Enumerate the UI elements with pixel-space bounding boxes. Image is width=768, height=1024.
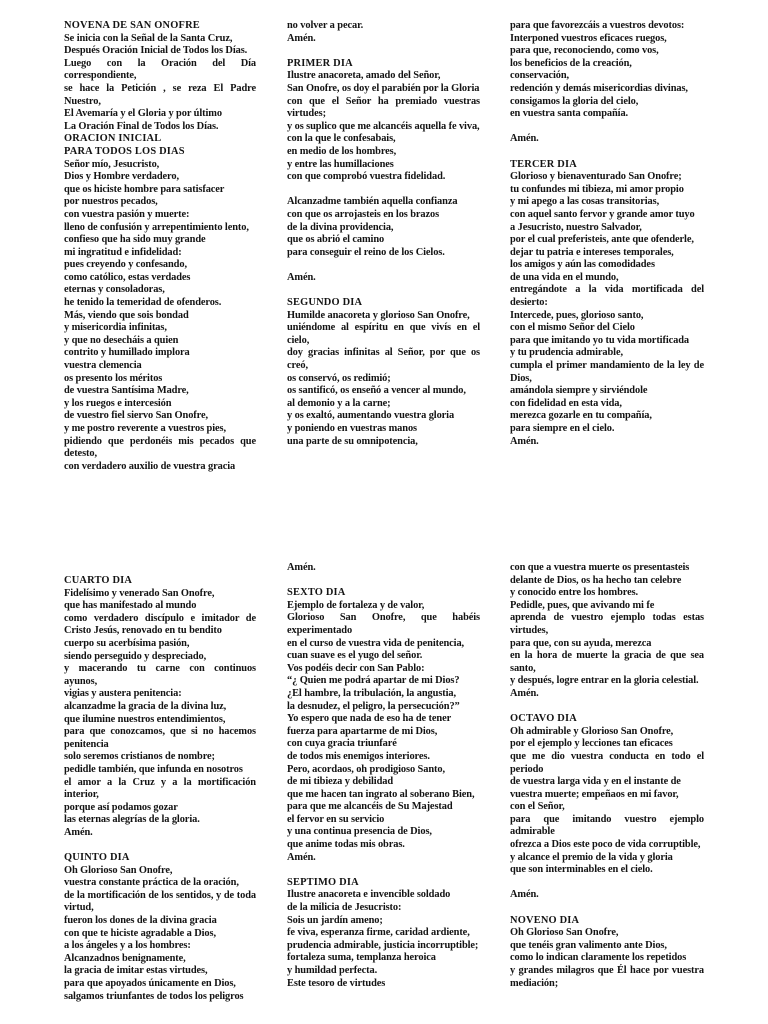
text-line: para que imitando vuestro ejemplo admirable <box>510 813 704 838</box>
text-line: y mi apego a las cosas transitorias, <box>510 196 660 208</box>
text-line: y os exaltó, aumentando vuestra gloria <box>287 410 455 422</box>
text-line: redención y demás misericordias divinas, <box>510 82 688 94</box>
text-line: con cuya gracia triunfaré <box>287 738 397 750</box>
text-line: fuerza para apartarme de mi Dios, <box>287 725 438 737</box>
text-line: para que me alcancéis de Su Majestad <box>287 801 453 813</box>
text-line: que me dio vuestra conducta en todo el periodo <box>510 750 704 775</box>
paragraph-spacer <box>510 701 704 714</box>
text-line: Oh Glorioso San Onofre, <box>64 864 173 876</box>
text-line: Amén. <box>510 889 539 901</box>
text-line: para que apoyados únicamente en Dios, <box>64 978 236 989</box>
text-line: de vuestro fiel siervo San Onofre, <box>64 410 208 422</box>
text-line: Amén. <box>510 133 539 145</box>
text-line: con fidelidad en esta vida, <box>510 397 622 409</box>
text-line: Vos podéis decir con San Pablo: <box>287 662 425 674</box>
text-line: Ejemplo de fortaleza y de valor, <box>287 599 425 611</box>
text-line: fortaleza suma, templanza heroica <box>287 952 436 964</box>
text-line: con aquel santo fervor y grande amor tuyo <box>510 208 695 220</box>
text-line: lleno de confusión y arrepentimiento lento, <box>64 221 249 233</box>
text-line: y que no desecháis a quien <box>64 334 179 346</box>
section-heading: QUINTO DIA <box>64 852 130 864</box>
text-line: que ilumine nuestros entendimientos, <box>64 713 226 725</box>
text-line: Pero, acordaos, oh prodigioso Santo, <box>287 763 445 775</box>
paragraph-spacer <box>510 902 704 915</box>
text-line: con el mismo Señor del Cielo <box>510 322 635 334</box>
text-line: que me hacen tan ingrato al soberano Bien, <box>287 788 475 800</box>
text-line: Pedidle, pues, que avivando mi fe <box>510 599 655 611</box>
text-line: vuestra constante práctica de la oración, <box>64 877 239 889</box>
text-line: de mi tibieza y debilidad <box>287 776 394 788</box>
text-line: Fidelísimo y venerado San Onofre, <box>64 587 215 599</box>
text-line: y después, logre entrar en la gloria celestial. <box>510 675 699 687</box>
text-line: como verdadero discípulo e imitador de Cristo Jesús, renovado en tu bendito <box>64 612 256 637</box>
text-line: uniéndome al espíritu en que vivís en el cielo, <box>287 322 480 346</box>
text-line: Sois un jardín ameno; <box>287 914 383 926</box>
text-line: y poniendo en vuestras manos <box>287 423 417 434</box>
text-line: porque así podamos gozar <box>64 801 178 813</box>
section-heading: CUARTO DIA <box>64 575 133 586</box>
text-line: eternas y consoladoras, <box>64 284 165 296</box>
text-line: los beneficios de la creación, <box>510 57 632 69</box>
text-line: delante de Dios, os ha hecho tan celebre <box>510 574 682 586</box>
text-line: para que imitando yo tu vida mortificada <box>510 334 689 346</box>
text-line: dejar tu patria e intereses temporales, <box>510 246 674 258</box>
text-line: San Onofre, os doy el parabién por la Gloria <box>287 82 480 94</box>
text-line: vigias y austera penitencia: <box>64 688 182 700</box>
text-line: por el cual preferisteis, ante que ofenderle, <box>510 234 694 246</box>
text-line: salgamos triunfantes de todos los peligros <box>64 990 244 1002</box>
text-line: Ilustre anacoreta e invencible soldado <box>287 889 451 901</box>
text-line: los amigos y aún las comodidades <box>510 259 655 271</box>
text-line: Más, viendo que sois bondad <box>64 309 189 321</box>
paragraph-spacer <box>510 146 704 159</box>
text-line: Intercede, pues, glorioso santo, <box>510 309 644 321</box>
text-line: vuestra muerte; empeñaos en mi favor, <box>510 788 679 800</box>
text-line: Amén. <box>510 435 539 447</box>
text-line: y entre las humillaciones <box>287 158 394 170</box>
text-line: con la que le confesabais, <box>287 133 396 145</box>
text-line: no volver a pecar. <box>287 20 364 31</box>
text-line: Amén. <box>287 32 316 44</box>
text-line: para que, con su ayuda, merezca <box>510 637 652 649</box>
text-line: y macerando tu carne con continuos ayunos, <box>64 663 256 687</box>
text-line: pidiendo que perdonéis mis pecados que detesto, <box>64 435 256 460</box>
text-line: cumpla el primer mandamiento de la ley de Dios, <box>510 360 704 384</box>
text-line: con vuestra pasión y muerte: <box>64 208 190 220</box>
text-line: he tenido la temeridad de ofenderos. <box>64 297 222 309</box>
text-line: de la mortificación de los sentidos, y de toda virtud, <box>64 889 256 914</box>
text-line: de una vida en el mundo, <box>510 271 619 283</box>
text-line: de la divina providencia, <box>287 221 394 233</box>
section-heading: SEPTIMO DIA <box>287 876 359 888</box>
text-line: os conservó, os redimió; <box>287 372 391 384</box>
text-line: Yo espero que nada de eso ha de tener <box>287 713 452 725</box>
text-line: pues creyendo y confesando, <box>64 259 187 271</box>
text-line: Oh Glorioso San Onofre, <box>510 927 619 939</box>
text-line: de todos mis enemigos interiores. <box>287 750 430 762</box>
paragraph-spacer <box>64 839 256 852</box>
text-line: doy gracias infinitas al Señor, por que os creó, <box>287 347 480 372</box>
text-line: Se inicia con la Señal de la Santa Cruz, <box>64 32 233 44</box>
text-line: Alcanzadme también aquella confianza <box>287 196 458 208</box>
text-line: Este tesoro de virtudes <box>287 977 386 989</box>
paragraph-spacer <box>287 259 480 272</box>
paragraph-spacer <box>287 864 480 877</box>
text-line: que tenéis gran valimento ante Dios, <box>510 939 667 951</box>
text-line: con que te hiciste agradable a Dios, <box>64 927 216 939</box>
paragraph-spacer <box>510 121 704 134</box>
text-line: os presento los méritos <box>64 372 163 384</box>
text-line: El Avemaría y el Gloria y por último <box>64 108 222 120</box>
text-line: y misericordia infinitas, <box>64 322 167 334</box>
text-line: y alcance el premio de la vida y gloria <box>510 851 673 863</box>
text-line: para que favorezcáis a vuestros devotos: <box>510 20 685 31</box>
text-line: de vuestra Santísima Madre, <box>64 385 189 397</box>
text-line: una parte de su omnipotencia, <box>287 435 418 447</box>
text-line: vuestra clemencia <box>64 360 142 372</box>
text-line: conservación, <box>510 70 570 82</box>
text-line: que os abrió el camino <box>287 234 385 246</box>
text-line: contrito y humillado implora <box>64 347 190 359</box>
text-line: Luego con la Oración del Día correspondiente, <box>64 57 256 82</box>
column-bottom-middle <box>287 562 480 990</box>
text-line: de la milicia de Jesucristo: <box>287 902 402 914</box>
text-line: Amén. <box>510 687 539 699</box>
text-line: en la hora de muerte la gracia de que sea santo, <box>510 650 704 674</box>
paragraph-spacer <box>510 877 704 890</box>
text-line: para que, reconociendo, como vos, <box>510 45 659 57</box>
text-line: cuan suave es el yugo del señor. <box>287 650 423 662</box>
text-line: prudencia admirable, justicia incorruptible; <box>287 939 479 951</box>
text-line: como católico, estas verdades <box>64 271 191 283</box>
text-line: con verdadero auxilio de vuestra gracia <box>64 460 236 472</box>
text-line: la desnudez, el peligro, la persecución?” <box>287 700 460 712</box>
text-line: aprenda de vuestro ejemplo todas estas virtudes, <box>510 612 704 636</box>
text-line: que son interminables en el cielo. <box>510 864 653 876</box>
text-line: y humildad perfecta. <box>287 965 378 976</box>
text-line: tu confundes mi tibieza, mi amor propio <box>510 183 684 195</box>
text-line: merezca gozarle en tu compañía, <box>510 410 652 422</box>
text-line: confieso que ha sido muy grande <box>64 234 206 246</box>
text-line: Ilustre anacoreta, amado del Señor, <box>287 70 441 82</box>
text-line: las eternas alegrías de la gloria. <box>64 814 200 826</box>
text-line: “¿ Quien me podrá apartar de mi Dios? <box>287 675 460 687</box>
paragraph-spacer <box>287 284 480 297</box>
text-line: Señor mío, Jesucristo, <box>64 158 160 170</box>
text-line: por nuestros pecados, <box>64 196 158 208</box>
column-bottom-right <box>510 562 704 990</box>
paragraph-spacer <box>287 575 480 588</box>
section-heading: NOVENA DE SAN ONOFRE <box>64 20 200 31</box>
text-line: La Oración Final de Todos los Días. <box>64 120 219 132</box>
text-line: amándola siempre y sirviéndole <box>510 385 648 397</box>
section-heading: SEGUNDO DIA <box>287 297 363 309</box>
text-line: fe viva, esperanza firme, caridad ardiente, <box>287 927 470 939</box>
text-line: con que el Señor ha premiado vuestras virtudes; <box>287 95 480 120</box>
section-heading: PRIMER DIA <box>287 57 353 69</box>
text-line: y me postro reverente a vuestros pies, <box>64 423 226 434</box>
text-line: fueron los dones de la divina gracia <box>64 915 217 927</box>
text-line: Glorioso y bienaventurado San Onofre; <box>510 171 682 183</box>
text-line: al demonio y a la carne; <box>287 397 391 409</box>
text-line: y conocido entre los hombres. <box>510 587 639 599</box>
text-line: con que comprobó vuestra fidelidad. <box>287 171 446 183</box>
text-line: Amén. <box>287 271 316 283</box>
text-line: entregándote a la vida mortificada del desierto: <box>510 284 704 309</box>
text-line: Humilde anacoreta y glorioso San Onofre, <box>287 309 470 321</box>
text-line: se hace la Petición , se reza El Padre Nuestro, <box>64 82 256 107</box>
text-line: Dios y Hombre verdadero, <box>64 171 179 183</box>
text-line: que has manifestado al mundo <box>64 600 197 612</box>
text-line: que anime todas mis obras. <box>287 839 405 851</box>
section-heading: TERCER DIA <box>510 158 577 170</box>
text-line: Amén. <box>287 851 316 863</box>
section-heading: PARA TODOS LOS DIAS <box>64 145 185 157</box>
text-line: Interponed vuestros eficaces ruegos, <box>510 32 667 44</box>
column-bottom-left <box>64 575 256 1003</box>
text-line: para siempre en el cielo. <box>510 423 615 434</box>
paragraph-spacer <box>287 184 480 197</box>
text-line: y grandes milagros que Él hace por vuestra mediación; <box>510 965 704 989</box>
text-line: con que os arrojasteis en los brazos <box>287 208 440 220</box>
text-line: como lo indican claramente los repetidos <box>510 952 687 964</box>
text-line: os santificó, os enseñó a vencer al mundo, <box>287 385 466 397</box>
text-line: Amén. <box>64 826 93 838</box>
text-line: solo seremos cristianos de nombre; <box>64 751 215 763</box>
text-line: alcanzadme la gracia de la divina luz, <box>64 700 227 712</box>
text-line: la gracia de imitar estas virtudes, <box>64 965 208 977</box>
text-line: pedidle también, que infunda en nosotros <box>64 763 243 775</box>
column-top-middle <box>287 20 480 448</box>
text-line: ¿El hambre, la tribulación, la angustia, <box>287 687 457 699</box>
text-line: para que conozcamos, que si no hacemos penitencia <box>64 726 256 750</box>
text-line: y tu prudencia admirable, <box>510 347 623 359</box>
text-line: el fervor en su servicio <box>287 813 385 825</box>
paragraph-spacer <box>287 45 480 58</box>
text-line: Alcanzadnos benignamente, <box>64 952 186 964</box>
column-top-left <box>64 20 256 473</box>
text-line: que os hiciste hombre para satisfacer <box>64 183 225 195</box>
column-top-right <box>510 20 704 448</box>
text-line: Amén. <box>287 562 316 573</box>
text-line: para conseguir el reino de los Cielos. <box>287 246 445 258</box>
section-heading: ORACION INICIAL <box>64 133 162 145</box>
text-line: de vuestra larga vida y en el instante de <box>510 776 681 788</box>
text-line: y os suplico que me alcancéis aquella fe viva, <box>287 120 480 132</box>
section-heading: OCTAVO DIA <box>510 713 577 725</box>
text-line: mi ingratitud e infidelidad: <box>64 246 182 258</box>
text-line: Glorioso San Onofre, que habéis experimentado <box>287 612 480 636</box>
text-line: Después Oración Inicial de Todos los Días. <box>64 45 248 57</box>
text-line: con que a vuestra muerte os presentasteis <box>510 562 690 573</box>
text-line: ofrezca a Dios este poco de vida corruptible, <box>510 839 701 851</box>
section-heading: NOVENO DIA <box>510 914 580 926</box>
text-line: en vuestra santa compañía. <box>510 108 629 120</box>
text-line: en el curso de vuestra vida de penitencia, <box>287 637 465 649</box>
text-line: a Jesucristo, nuestro Salvador, <box>510 221 642 233</box>
section-heading: SEXTO DIA <box>287 587 346 599</box>
text-line: Oh admirable y Glorioso San Onofre, <box>510 725 674 737</box>
text-line: con el Señor, <box>510 801 565 813</box>
text-line: el amor a la Cruz y a la mortificación interior, <box>64 776 256 801</box>
text-line: siendo perseguido y despreciado, <box>64 650 207 662</box>
text-line: y una continua presencia de Dios, <box>287 826 432 838</box>
text-line: cuerpo su acerbísima pasión, <box>64 637 190 649</box>
text-line: a los ángeles y a los hombres: <box>64 940 191 952</box>
text-line: y los ruegos e intercesión <box>64 397 172 409</box>
text-line: por el ejemplo y lecciones tan eficaces <box>510 738 673 750</box>
text-line: consigamos la gloria del cielo, <box>510 95 639 107</box>
text-line: en medio de los hombres, <box>287 145 397 157</box>
